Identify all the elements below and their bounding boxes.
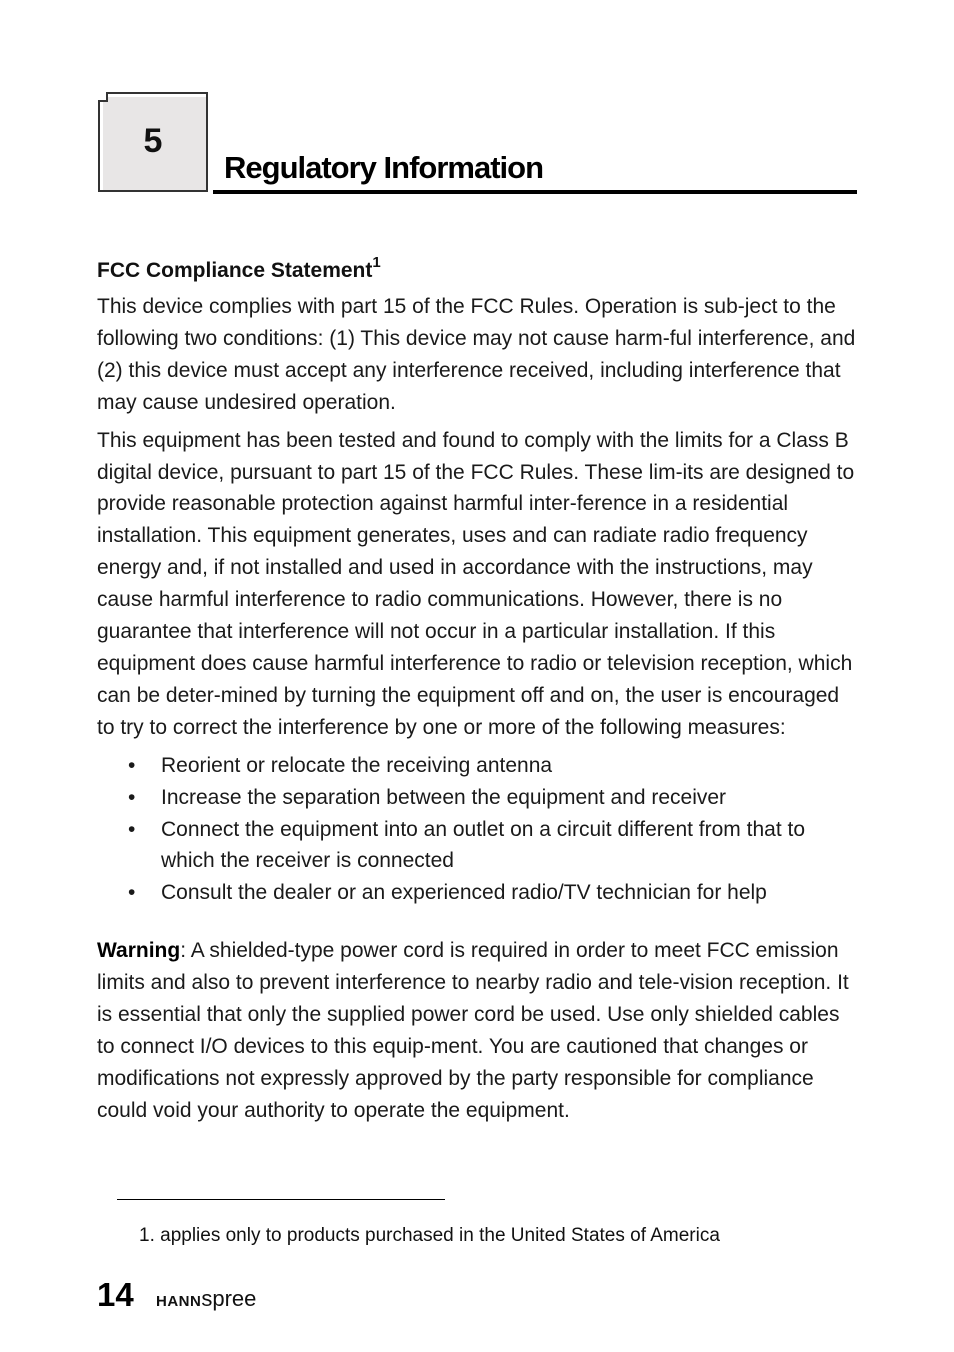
list-item: • Consult the dealer or an experienced radio/TV technician for help (97, 877, 859, 909)
warning-label: Warning (97, 939, 181, 963)
list-item: • Reorient or relocate the receiving antenna (97, 750, 859, 782)
warning-text: : A shielded-type power cord is required in order to meet FCC emission limits and also to prevent interference to nearby radio and tele-vision reception. It is essential that only the supplied power cord be used. Use only shielded cables to connect I/O devices to this equip-ment. You are cautioned that changes or modifications not expressly approved by the party responsible for compliance could void your authority to operate the equipment. (97, 939, 849, 1122)
list-item: • Connect the equipment into an outlet on a circuit different from that to which the receiver is connected (97, 814, 859, 878)
paragraph-class-b: This equipment has been tested and found to comply with the limits for a Class B digital device, pursuant to part 15 of the FCC Rules. These lim-its are designed to provide reasonable protection against harmful inter-ference in a residential installation. This equipment generates, uses and can radiate radio frequency energy and, if not installed and used in accordance with the instructions, may cause harmful interference to radio communications. However, there is no guarantee that interference will not occur in a particular installation. If this equipment does cause harmful interference to radio or television reception, which can be deter-mined by turning the equipment off and on, the user is encouraged to try to correct the interference by one or more of the following measures: (97, 428, 855, 739)
brand-bold: HANN (156, 1293, 202, 1310)
bullet-icon: • (128, 753, 136, 777)
brand-logo (156, 1286, 256, 1312)
warning-paragraph (97, 935, 859, 1126)
footnote-divider (117, 1199, 445, 1200)
bullet-icon: • (128, 785, 136, 809)
section-heading (97, 256, 381, 283)
footnote-text: 1. applies only to products purchased in the United States of America (139, 1225, 720, 1246)
chapter-number: 5 (143, 122, 163, 160)
body-content (97, 291, 859, 1133)
measures-list (97, 750, 859, 910)
bullet-icon: • (128, 817, 136, 841)
chapter-title: Regulatory Information (224, 150, 544, 185)
chapter-number-box (98, 92, 208, 192)
title-underline (213, 190, 857, 194)
section-heading-text: FCC Compliance Statement (97, 259, 373, 282)
footnote-reference: 1 (372, 254, 381, 271)
brand-light: spree (201, 1286, 257, 1311)
list-item: • Increase the separation between the equipment and receiver (97, 782, 859, 814)
page-number: 14 (97, 1276, 134, 1313)
paragraph-conditions: This device complies with part 15 of the FCC Rules. Operation is sub-ject to the following two conditions: (1) This device may not cause harm-ful interference, and (2) this device must accept any interference received, including interference that may cause undesired operation. (97, 295, 856, 414)
bullet-icon: • (128, 881, 136, 905)
